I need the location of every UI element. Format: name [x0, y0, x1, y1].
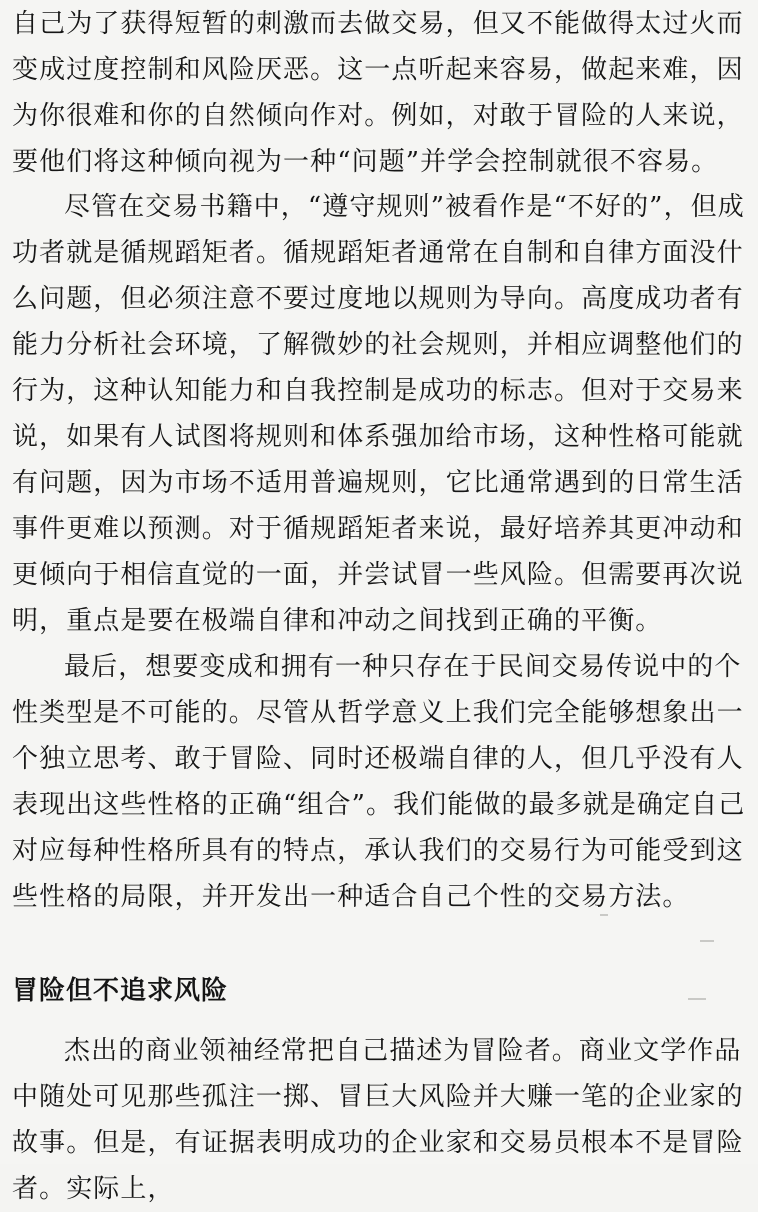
section-first-paragraph: 杰出的商业领袖经常把自己描述为冒险者。商业文学作品中随处可见那些孤注一掷、冒巨大风险并大赚一笔的企业家的故事。但是，有证据表明成功的企业家和交易员根本不是冒险者。实际上，: [12, 1036, 744, 1204]
paragraph-rule-followers: 尽管在交易书籍中，“遵守规则”被看作是“不好的”，但成功者就是循规蹈矩者。循规蹈矩者通常在自制和自律方面没什么问题，但必须注意不要过度地以规则为导向。高度成功者有能力分析社会环境，了解微妙的社会规则，并相应调整他们的行为，这种认知能力和自我控制是成功的标志。但对于交易来说，如果有人试图将规则和体系强加给市场，这种性格可能就有问题，因为市场不适用普遍规则，它比通常遇到的日常生活事件更难以预测。对于循规蹈矩者来说，最好培养其更冲动和更倾向于相信直觉的一面，并尝试冒一些风险。但需要再次说明，重点是要在极端自律和冲动之间找到正确的平衡。: [12, 192, 745, 636]
scan-speck: [688, 998, 706, 1000]
paragraph-continued: 自己为了获得短暂的刺激而去做交易，但又不能做得太过火而变成过度控制和风险厌恶。这一点听起来容易，做起来难，因为你很难和你的自然倾向作对。例如，对敢于冒险的人来说，要他们将这种倾向视为一种“问题”并学会控制就很不容易。: [12, 9, 744, 177]
paragraph-conclusion: 最后，想要变成和拥有一种只存在于民间交易传说中的个性类型是不可能的。尽管从哲学意义上我们完全能够想象出一个独立思考、敢于冒险、同时还极端自律的人，但几乎没有人表现出这些性格的正确“组合”。我们能做的最多就是确定自己对应每种性格所具有的特点，承认我们的交易行为可能受到这些性格的局限，并开发出一种适合自己个性的交易方法。: [12, 652, 746, 912]
scan-speck: [600, 914, 608, 916]
section-heading: 冒险但不追求风险: [12, 976, 229, 1006]
scan-speck: [700, 940, 714, 942]
